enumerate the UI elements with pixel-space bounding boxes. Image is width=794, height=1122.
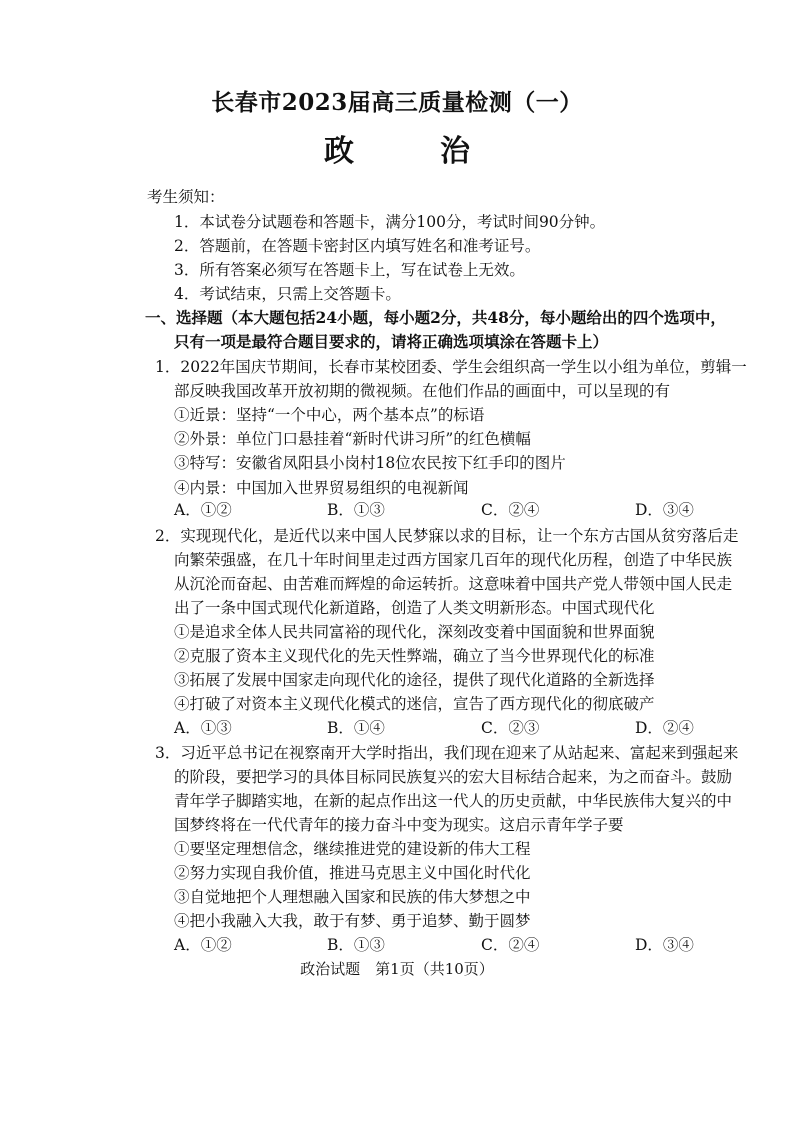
- question-stem: 部反映我国改革开放初期的微视频。在他们作品的画面中，可以呈现的有: [174, 382, 671, 400]
- question-stem: 的阶段，要把学习的具体目标同民族复兴的宏大目标结合起来，为之而奋斗。鼓励: [174, 768, 733, 786]
- notice-heading: 考生须知：: [147, 188, 225, 206]
- question-item: ②外景：单位门口悬挂着“新时代讲习所”的红色横幅: [174, 430, 531, 448]
- question-stem: 向繁荣强盛，在几十年时间里走过西方国家几百年的现代化历程，创造了中华民族: [174, 551, 733, 569]
- notice-item: 2．答题前，在答题卡密封区内填写姓名和准考证号。: [174, 237, 541, 255]
- question-item: ③特写：安徽省凤阳县小岗村18位农民按下红手印的图片: [174, 454, 566, 472]
- option-a[interactable]: A．①③: [174, 719, 232, 737]
- question-item: ③自觉地把个人理想融入国家和民族的伟大梦想之中: [174, 888, 531, 906]
- notice-item: 3．所有答案必须写在答题卡上，写在试卷上无效。: [174, 261, 525, 279]
- exam-title: 长春市2023届高三质量检测（一）: [211, 89, 583, 116]
- option-d[interactable]: D．③④: [635, 936, 694, 954]
- question-item: ④打破了对资本主义现代化模式的迷信，宣告了西方现代化的彻底破产: [174, 695, 655, 713]
- question-stem: 从沉沦而奋起、由苦难而辉煌的命运转折。这意味着中国共产党人带领中国人民走: [174, 575, 733, 593]
- question-item: ④把小我融入大我，敢于有梦、勇于追梦、勤于圆梦: [174, 912, 531, 930]
- question-item: ①近景：坚持“一个中心，两个基本点”的标语: [174, 406, 485, 424]
- subject-title: 政 治: [324, 134, 498, 169]
- section-heading-line1: 一、选择题（本大题包括24小题，每小题2分，共48分，每小题给出的四个选项中，: [145, 308, 726, 327]
- option-b[interactable]: B．①④: [327, 719, 385, 737]
- question-stem: 青年学子脚踏实地，在新的起点作出这一代人的历史贡献，中华民族伟大复兴的中: [174, 792, 733, 810]
- option-a[interactable]: A．①②: [174, 501, 232, 519]
- option-d[interactable]: D．③④: [635, 501, 694, 519]
- notice-item: 4．考试结束，只需上交答题卡。: [174, 285, 401, 303]
- option-d[interactable]: D．②④: [635, 719, 694, 737]
- question-item: ②努力实现自我价值，推进马克思主义中国化时代化: [174, 864, 531, 882]
- question-stem: 出了一条中国式现代化新道路，创造了人类文明新形态。中国式现代化: [174, 599, 655, 617]
- notice-item: 1．本试卷分试题卷和答题卡，满分100分，考试时间90分钟。: [174, 213, 606, 231]
- option-c[interactable]: C．②③: [481, 719, 540, 737]
- question-item: ①是追求全体人民共同富裕的现代化，深刻改变着中国面貌和世界面貌: [174, 623, 655, 641]
- question-item: ③拓展了发展中国家走向现代化的途径，提供了现代化道路的全新选择: [174, 671, 655, 689]
- page-footer: 政治试题 第1页（共10页）: [300, 960, 494, 978]
- option-c[interactable]: C．②④: [481, 501, 540, 519]
- option-b[interactable]: B．①③: [327, 501, 385, 519]
- option-row: [174, 717, 734, 739]
- question-stem: 国梦终将在一代代青年的接力奋斗中变为现实。这启示青年学子要: [174, 816, 624, 834]
- option-a[interactable]: A．①②: [174, 936, 232, 954]
- option-row: [174, 934, 734, 956]
- option-b[interactable]: B．①③: [327, 936, 385, 954]
- question-item: ④内景：中国加入世界贸易组织的电视新闻: [174, 479, 469, 497]
- section-heading-line2: 只有一项是最符合题目要求的，请将正确选项填涂在答题卡上）: [174, 332, 609, 351]
- question-item: ②克服了资本主义现代化的先天性弊端，确立了当今世界现代化的标准: [174, 647, 655, 665]
- question-item: ①要坚定理想信念，继续推进党的建设新的伟大工程: [174, 840, 531, 858]
- question-stem: 2．实现现代化，是近代以来中国人民梦寐以求的目标，让一个东方古国从贫穷落后走: [155, 527, 739, 545]
- question-stem: 3．习近平总书记在视察南开大学时指出，我们现在迎来了从站起来、富起来到强起来: [155, 744, 739, 762]
- option-c[interactable]: C．②④: [481, 936, 540, 954]
- question-stem: 1．2022年国庆节期间，长春市某校团委、学生会组织高一学生以小组为单位，剪辑一: [155, 358, 747, 376]
- option-row: [174, 499, 734, 521]
